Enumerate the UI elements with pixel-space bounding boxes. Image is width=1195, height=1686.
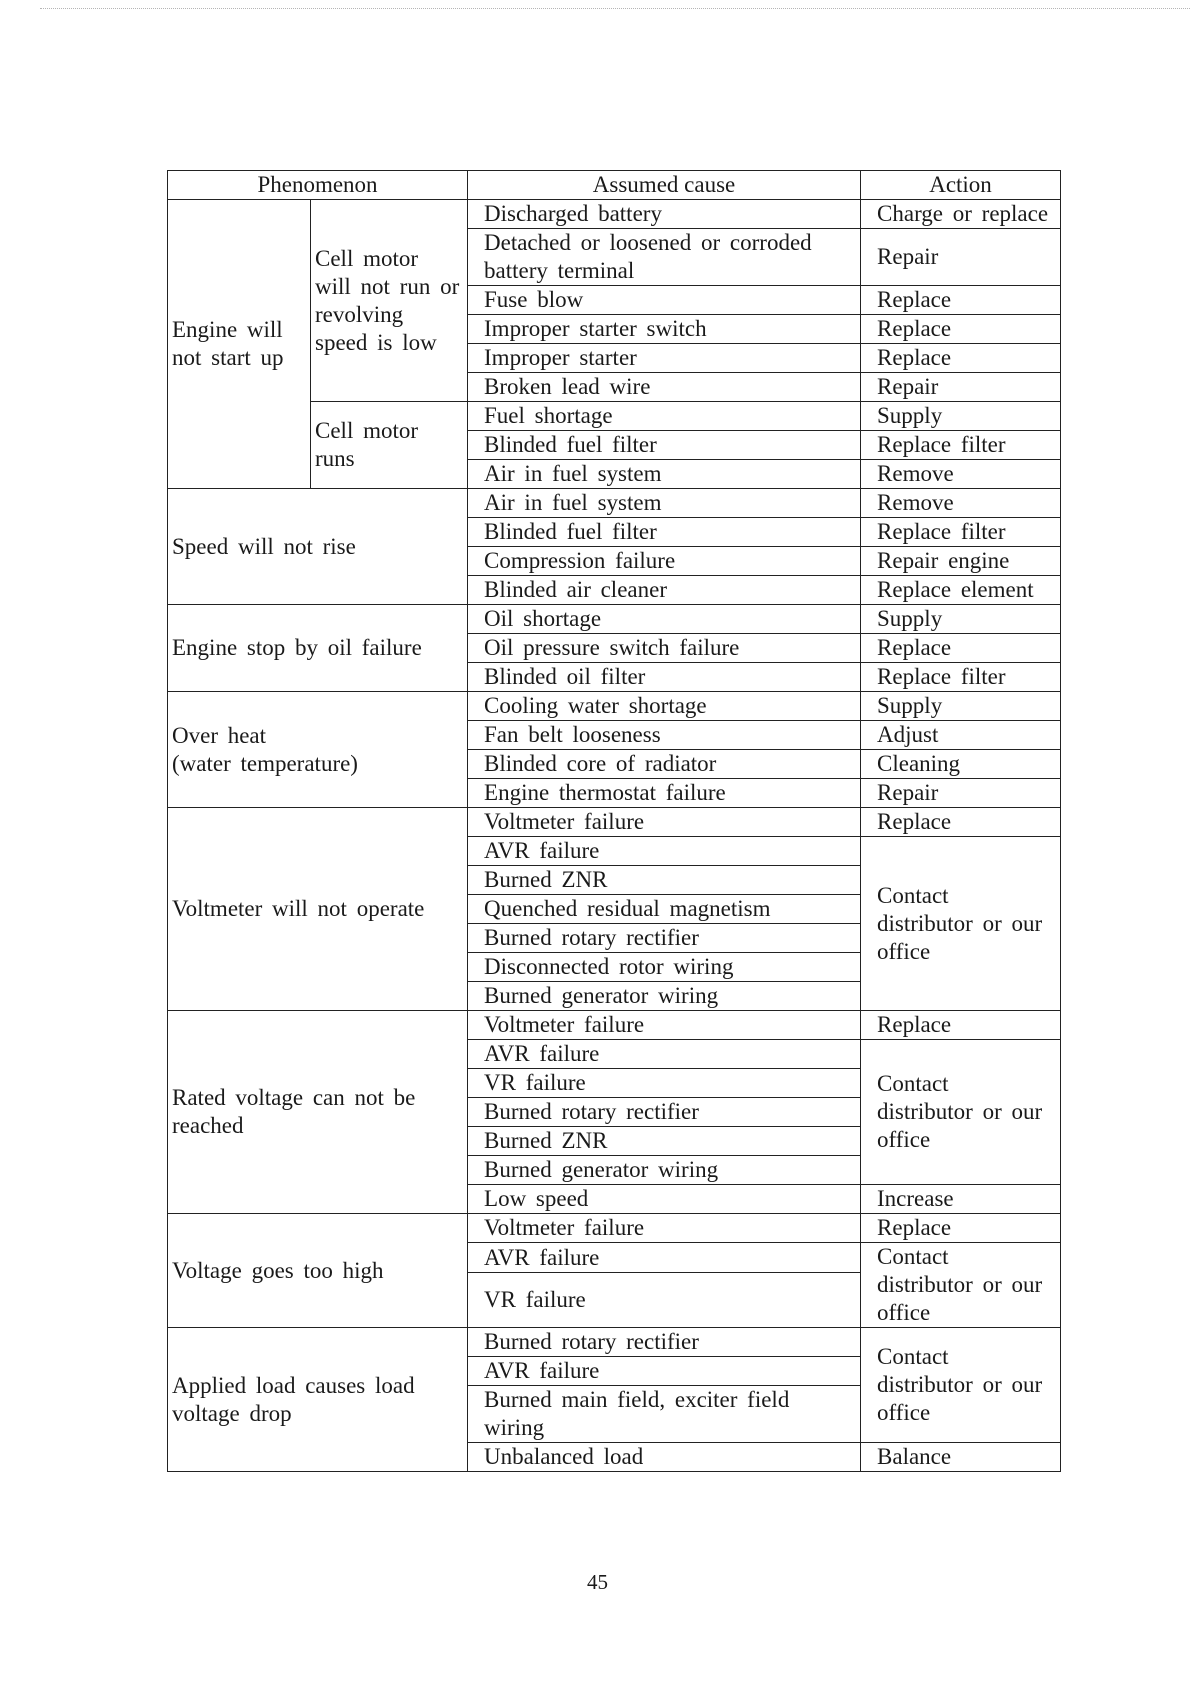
action-contact-office: Contact distributor or our office	[861, 1243, 1061, 1328]
scan-artifact-line	[40, 8, 1190, 10]
action-cell: Replace filter	[861, 518, 1061, 547]
cause-cell: Voltmeter failure	[468, 1214, 861, 1243]
action-cell: Remove	[861, 489, 1061, 518]
cause-cell: VR failure	[468, 1069, 861, 1098]
action-cell: Cleaning	[861, 750, 1061, 779]
cause-cell: Oil pressure switch failure	[468, 634, 861, 663]
cause-cell: Blinded fuel filter	[468, 431, 861, 460]
action-cell: Replace	[861, 1011, 1061, 1040]
table-row	[168, 1214, 1061, 1243]
cause-cell: AVR failure	[468, 837, 861, 866]
cause-cell: Improper starter switch	[468, 315, 861, 344]
action-cell: Balance	[861, 1443, 1061, 1472]
header-assumed-cause: Assumed cause	[468, 171, 861, 200]
action-cell: Replace	[861, 344, 1061, 373]
table-row	[168, 808, 1061, 837]
cause-cell: Broken lead wire	[468, 373, 861, 402]
table-row	[168, 1011, 1061, 1040]
action-cell: Replace filter	[861, 431, 1061, 460]
action-cell: Supply	[861, 605, 1061, 634]
cause-cell: Blinded oil filter	[468, 663, 861, 692]
header-action: Action	[861, 171, 1061, 200]
cause-cell: Burned rotary rectifier	[468, 1328, 861, 1357]
action-cell: Supply	[861, 692, 1061, 721]
action-contact-office: Contact distributor or our office	[861, 837, 1061, 1011]
table-header-row	[168, 171, 1061, 200]
cause-cell: Burned generator wiring	[468, 1156, 861, 1185]
cause-cell: Air in fuel system	[468, 460, 861, 489]
action-cell: Adjust	[861, 721, 1061, 750]
page-number: 45	[587, 1570, 608, 1594]
action-cell: Increase	[861, 1185, 1061, 1214]
cause-cell: Improper starter	[468, 344, 861, 373]
cause-cell: Burned rotary rectifier	[468, 1098, 861, 1127]
cause-cell: Fuse blow	[468, 286, 861, 315]
phenomenon-engine-stop-oil-failure: Engine stop by oil failure	[168, 605, 468, 692]
action-cell: Supply	[861, 402, 1061, 431]
cause-cell: Cooling water shortage	[468, 692, 861, 721]
cause-cell: Detached or loosened or corroded battery terminal	[468, 229, 861, 286]
phenomenon-over-heat-line1: Over heat	[172, 722, 267, 748]
action-contact-office: Contact distributor or our office	[861, 1328, 1061, 1443]
cause-cell: Compression failure	[468, 547, 861, 576]
action-cell: Remove	[861, 460, 1061, 489]
action-cell: Replace	[861, 286, 1061, 315]
table-row	[168, 605, 1061, 634]
phenomenon-over-heat	[168, 692, 468, 808]
cause-cell: Burned ZNR	[468, 866, 861, 895]
phenomenon-applied-load: Applied load causes load voltage drop	[168, 1328, 468, 1472]
table-row	[168, 489, 1061, 518]
cause-cell: Blinded air cleaner	[468, 576, 861, 605]
cause-cell: Blinded core of radiator	[468, 750, 861, 779]
cause-cell: Blinded fuel filter	[468, 518, 861, 547]
troubleshooting-table	[167, 170, 1061, 1472]
cause-cell: AVR failure	[468, 1040, 861, 1069]
action-cell: Replace	[861, 634, 1061, 663]
table-row	[168, 200, 1061, 229]
cause-cell: Burned rotary rectifier	[468, 924, 861, 953]
action-contact-office: Contact distributor or our office	[861, 1040, 1061, 1185]
action-cell: Replace element	[861, 576, 1061, 605]
action-cell: Replace	[861, 808, 1061, 837]
action-cell: Repair	[861, 779, 1061, 808]
cause-cell: VR failure	[468, 1273, 861, 1328]
table-row	[168, 1328, 1061, 1357]
action-cell: Replace	[861, 1214, 1061, 1243]
cause-cell: Unbalanced load	[468, 1443, 861, 1472]
sub-phenomenon-cell-motor-not-run: Cell motor will not run or revolving speed is low	[311, 200, 468, 402]
table-row	[168, 692, 1061, 721]
cause-cell: Burned main field, exciter field wiring	[468, 1386, 861, 1443]
cause-cell: Oil shortage	[468, 605, 861, 634]
action-cell: Replace	[861, 315, 1061, 344]
cause-cell: Fan belt looseness	[468, 721, 861, 750]
cause-cell: AVR failure	[468, 1357, 861, 1386]
phenomenon-rated-voltage: Rated voltage can not be reached	[168, 1011, 468, 1214]
cause-cell: Burned ZNR	[468, 1127, 861, 1156]
cause-cell: AVR failure	[468, 1243, 861, 1273]
cause-cell: Low speed	[468, 1185, 861, 1214]
phenomenon-over-heat-line2: (water temperature)	[172, 750, 358, 776]
phenomenon-voltmeter-not-operate: Voltmeter will not operate	[168, 808, 468, 1011]
cause-cell: Air in fuel system	[468, 489, 861, 518]
cause-cell: Voltmeter failure	[468, 1011, 861, 1040]
cause-cell: Quenched residual magnetism	[468, 895, 861, 924]
cause-cell: Voltmeter failure	[468, 808, 861, 837]
sub-phenomenon-cell-motor-runs: Cell motor runs	[311, 402, 468, 489]
phenomenon-engine-start: Engine will not start up	[168, 200, 311, 489]
header-phenomenon: Phenomenon	[168, 171, 468, 200]
action-cell: Replace filter	[861, 663, 1061, 692]
cause-cell: Disconnected rotor wiring	[468, 953, 861, 982]
cause-cell: Burned generator wiring	[468, 982, 861, 1011]
cause-cell: Discharged battery	[468, 200, 861, 229]
phenomenon-speed-will-not-rise: Speed will not rise	[168, 489, 468, 605]
action-cell: Charge or replace	[861, 200, 1061, 229]
phenomenon-voltage-too-high: Voltage goes too high	[168, 1214, 468, 1328]
cause-cell: Engine thermostat failure	[468, 779, 861, 808]
cause-cell: Fuel shortage	[468, 402, 861, 431]
action-cell: Repair	[861, 373, 1061, 402]
action-cell: Repair engine	[861, 547, 1061, 576]
action-cell: Repair	[861, 229, 1061, 286]
